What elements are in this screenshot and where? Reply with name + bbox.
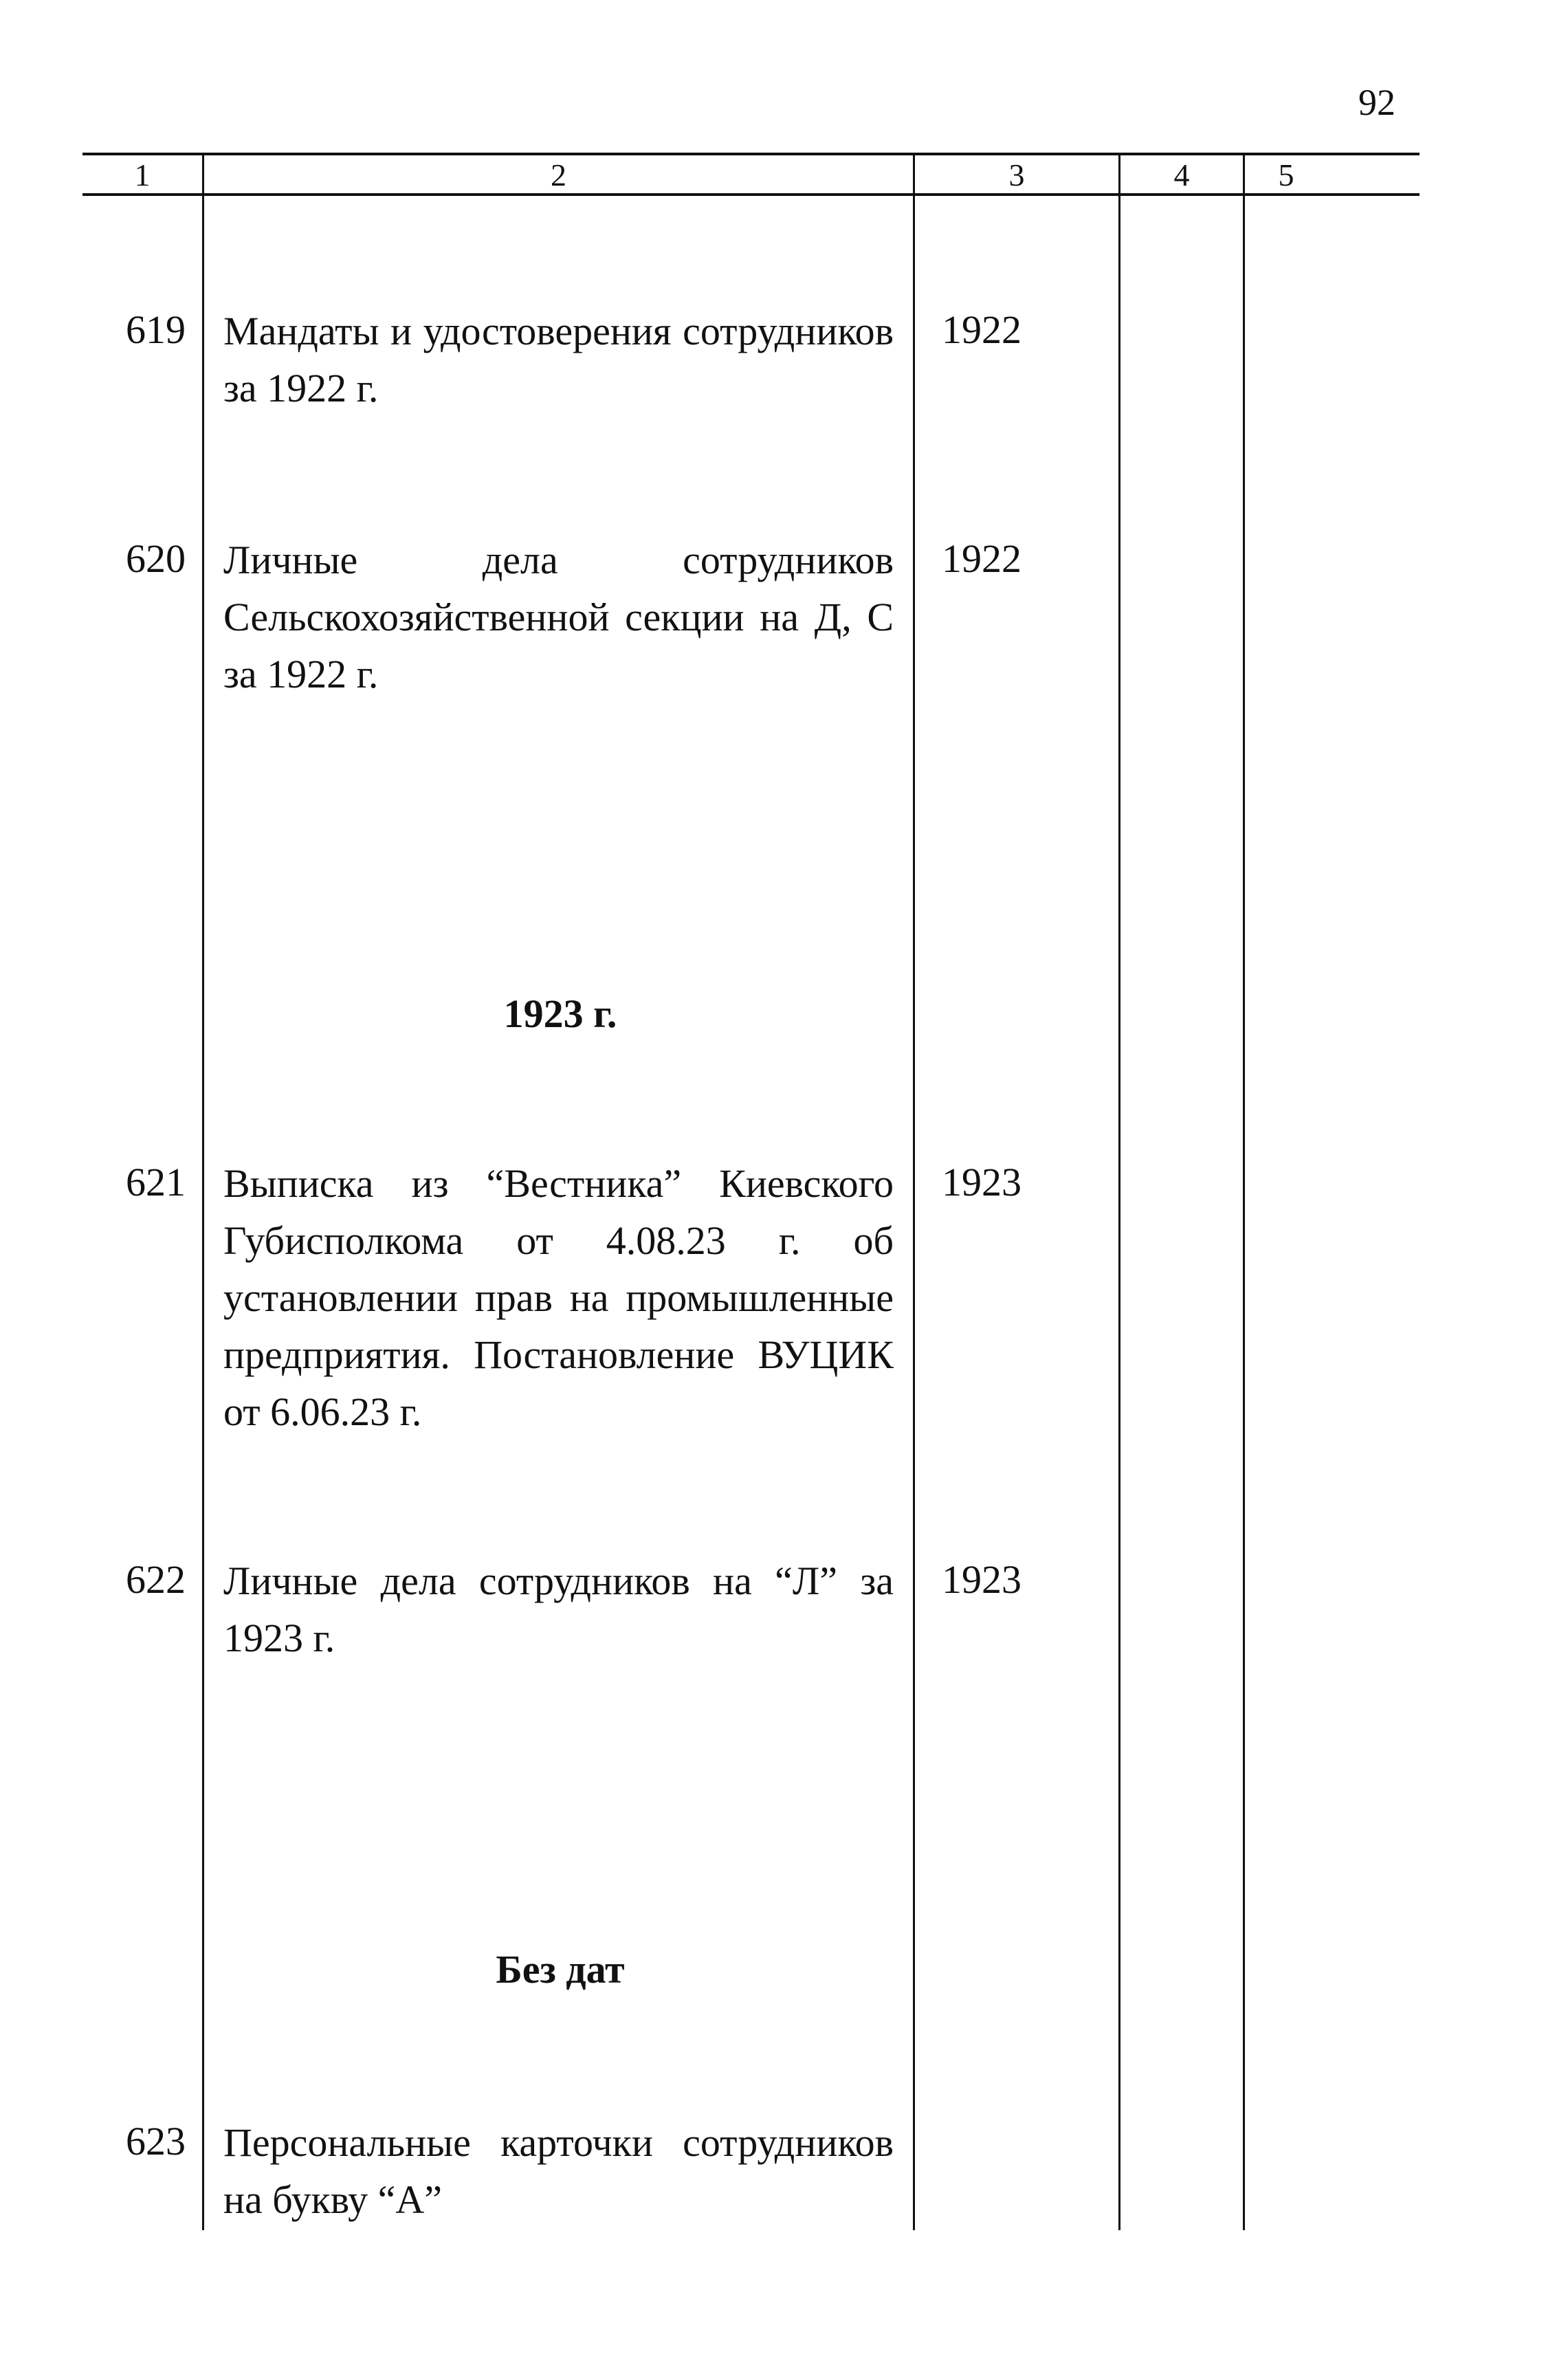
entry-description: Личные дела сотрудников на “Л” за 1923 г. [223, 1559, 894, 1660]
column-header-2: 2 [551, 157, 566, 192]
entry-number: 621 [126, 1160, 186, 1204]
table-header-top-rule [82, 153, 1420, 155]
entry-number: 620 [126, 536, 186, 581]
entry-description: Выписка из “Вестника” Киевского Губисполкома от 4.08.23 г. об установлении прав на промышленные предприятия. Постановление ВУЦИК от 6.06.23 г. [223, 1161, 894, 1434]
page-number: 92 [1358, 82, 1395, 123]
section-heading: 1923 г. [503, 991, 617, 1036]
entry-description: Мандаты и удостоверения сотрудников за 1922 г. [223, 309, 894, 410]
column-divider-1-2 [202, 154, 204, 2230]
entry-number: 619 [126, 307, 186, 352]
entry-description: Персональные карточки сотрудников на букву “А” [223, 2120, 894, 2222]
column-header-4: 4 [1173, 157, 1190, 192]
column-divider-2-3 [913, 154, 915, 2230]
column-divider-4-5 [1243, 154, 1245, 2230]
entry-number: 622 [126, 1557, 186, 1602]
entry-date: 1923 [942, 1557, 1022, 1602]
entry-date: 1922 [942, 307, 1022, 352]
entry-number: 623 [126, 2119, 186, 2164]
entry-date: 1923 [942, 1160, 1022, 1204]
entry-description: Личные дела сотрудников Сельскохозяйственной секции на Д, С за 1922 г. [223, 538, 894, 696]
section-heading: Без дат [496, 1947, 625, 1992]
entry-date: 1922 [942, 536, 1022, 581]
column-header-1: 1 [134, 157, 151, 192]
column-header-5: 5 [1278, 157, 1294, 192]
column-divider-3-4 [1118, 154, 1120, 2230]
column-header-3: 3 [1008, 157, 1025, 192]
